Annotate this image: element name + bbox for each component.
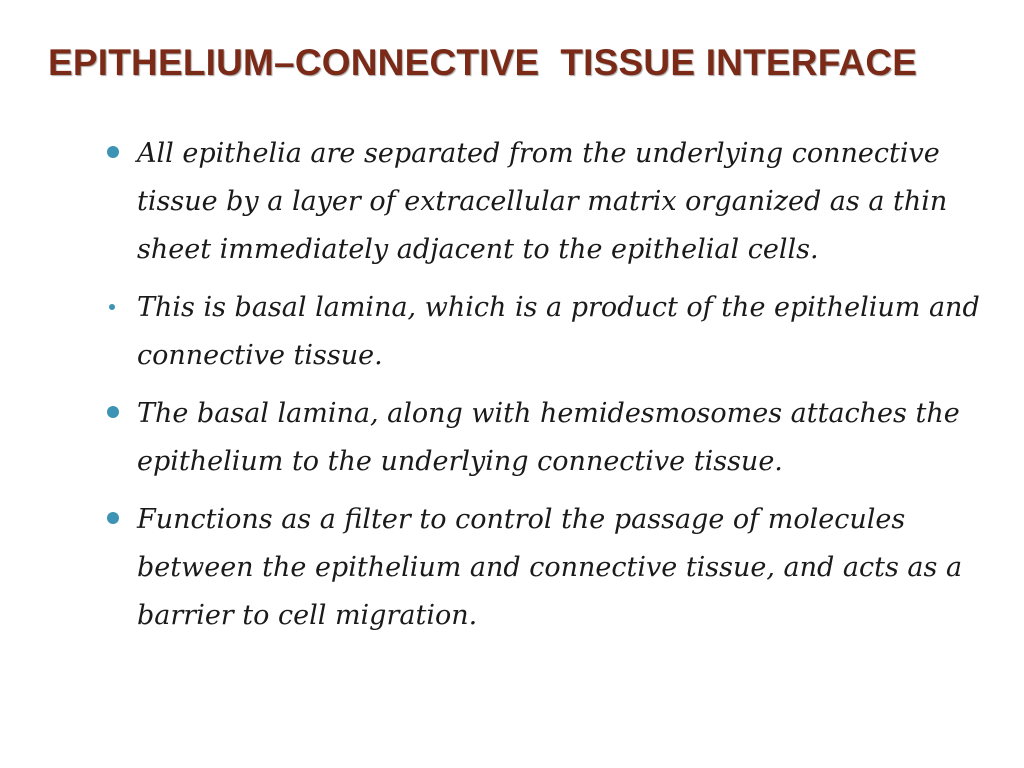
bullet-list	[104, 130, 984, 650]
bullet-text: Functions as a filter to control the passage of molecules between the epithelium and connective tissue, and acts as a barrier to cell migration.	[137, 504, 963, 631]
slide-title: EPITHELIUM–CONNECTIVE TISSUE INTERFACE	[48, 42, 918, 83]
bullet-text: This is basal lamina, which is a product of the epithelium and connective tissue.	[137, 292, 980, 371]
bullet-text: The basal lamina, along with hemidesmosomes attaches the epithelium to the underlying connective tissue.	[137, 398, 960, 477]
bullet-item	[104, 284, 984, 380]
bullet-item	[104, 496, 984, 640]
bullet-text: All epithelia are separated from the underlying connective tissue by a layer of extracellular matrix organized as a thin sheet immediately adjacent to the epithelial cells.	[137, 138, 948, 265]
bullet-point-icon	[107, 146, 119, 158]
bullet-point-icon	[107, 406, 119, 418]
bullet-point-icon	[109, 304, 115, 310]
bullet-item	[104, 390, 984, 486]
bullet-item	[104, 130, 984, 274]
bullet-point-icon	[107, 512, 119, 524]
